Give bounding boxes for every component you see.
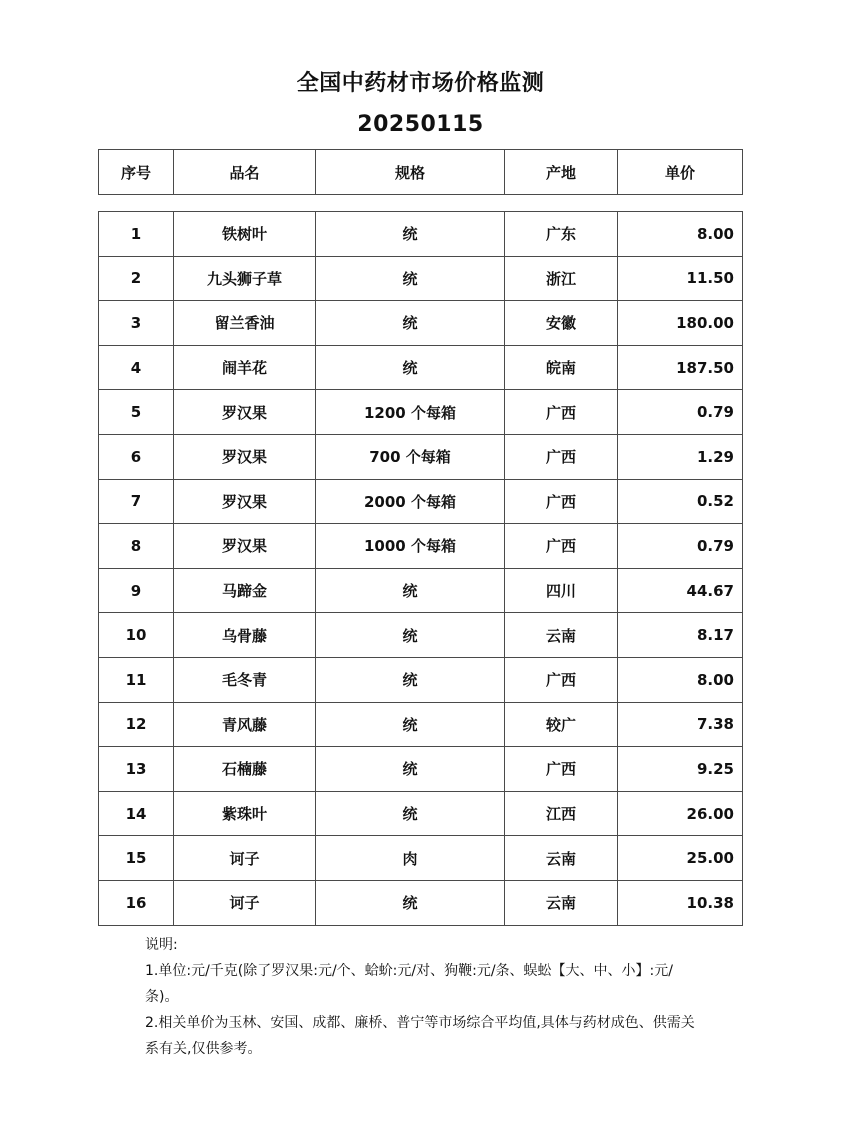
cell-spec: 统 (316, 880, 505, 925)
table-header (98, 149, 743, 195)
cell-spec: 1200 个每箱 (316, 390, 505, 435)
cell-index: 5 (99, 390, 174, 435)
cell-spec: 统 (316, 212, 505, 257)
cell-name: 罗汉果 (174, 390, 316, 435)
cell-price: 26.00 (618, 791, 743, 836)
cell-index: 14 (99, 791, 174, 836)
cell-origin: 广西 (505, 747, 618, 792)
header-name: 品名 (174, 150, 316, 195)
cell-index: 2 (99, 256, 174, 301)
table-row (99, 702, 743, 747)
price-table (98, 211, 743, 926)
header-spec: 规格 (316, 150, 505, 195)
table-row (99, 390, 743, 435)
table-row (99, 747, 743, 792)
cell-origin: 广西 (505, 390, 618, 435)
page-title: 全国中药材市场价格监测 (296, 71, 545, 96)
cell-price: 7.38 (618, 702, 743, 747)
header-origin: 产地 (505, 150, 618, 195)
table-row (99, 836, 743, 881)
cell-spec: 统 (316, 345, 505, 390)
cell-name: 诃子 (174, 836, 316, 881)
cell-spec: 肉 (316, 836, 505, 881)
cell-spec: 统 (316, 256, 505, 301)
cell-name: 罗汉果 (174, 434, 316, 479)
table-row (99, 256, 743, 301)
cell-name: 马蹄金 (174, 568, 316, 613)
cell-origin: 皖南 (505, 345, 618, 390)
notes-heading: 说明: (145, 937, 178, 953)
header-index: 序号 (99, 150, 174, 195)
cell-price: 8.00 (618, 657, 743, 702)
table-row (99, 301, 743, 346)
header-price: 单价 (618, 150, 743, 195)
cell-origin: 浙江 (505, 256, 618, 301)
cell-index: 11 (99, 657, 174, 702)
cell-index: 6 (99, 434, 174, 479)
cell-origin: 四川 (505, 568, 618, 613)
cell-origin: 安徽 (505, 301, 618, 346)
cell-origin: 云南 (505, 613, 618, 658)
cell-price: 0.79 (618, 390, 743, 435)
cell-spec: 统 (316, 613, 505, 658)
cell-index: 7 (99, 479, 174, 524)
notes (145, 932, 705, 1062)
cell-origin: 广东 (505, 212, 618, 257)
report-date: 20250115 (357, 112, 484, 137)
cell-name: 紫珠叶 (174, 791, 316, 836)
table-row (99, 613, 743, 658)
cell-spec: 700 个每箱 (316, 434, 505, 479)
table-row (99, 345, 743, 390)
cell-spec: 统 (316, 657, 505, 702)
cell-price: 187.50 (618, 345, 743, 390)
cell-name: 留兰香油 (174, 301, 316, 346)
table-row (99, 880, 743, 925)
cell-name: 青风藤 (174, 702, 316, 747)
cell-index: 8 (99, 524, 174, 569)
cell-spec: 2000 个每箱 (316, 479, 505, 524)
cell-name: 九头狮子草 (174, 256, 316, 301)
cell-origin: 江西 (505, 791, 618, 836)
cell-name: 铁树叶 (174, 212, 316, 257)
cell-spec: 统 (316, 568, 505, 613)
cell-price: 11.50 (618, 256, 743, 301)
cell-index: 3 (99, 301, 174, 346)
cell-spec: 统 (316, 702, 505, 747)
table-row (99, 524, 743, 569)
cell-index: 12 (99, 702, 174, 747)
cell-name: 罗汉果 (174, 479, 316, 524)
cell-origin: 广西 (505, 657, 618, 702)
table-row (99, 434, 743, 479)
cell-index: 16 (99, 880, 174, 925)
cell-price: 0.52 (618, 479, 743, 524)
cell-index: 4 (99, 345, 174, 390)
cell-name: 乌骨藤 (174, 613, 316, 658)
table-row (99, 212, 743, 257)
cell-price: 10.38 (618, 880, 743, 925)
cell-name: 毛冬青 (174, 657, 316, 702)
cell-origin: 广西 (505, 524, 618, 569)
cell-price: 8.17 (618, 613, 743, 658)
cell-origin: 云南 (505, 880, 618, 925)
cell-name: 闹羊花 (174, 345, 316, 390)
cell-price: 0.79 (618, 524, 743, 569)
cell-name: 诃子 (174, 880, 316, 925)
cell-name: 罗汉果 (174, 524, 316, 569)
cell-price: 9.25 (618, 747, 743, 792)
table-row (99, 479, 743, 524)
cell-name: 石楠藤 (174, 747, 316, 792)
cell-spec: 统 (316, 791, 505, 836)
cell-spec: 1000 个每箱 (316, 524, 505, 569)
cell-spec: 统 (316, 301, 505, 346)
table-row (99, 568, 743, 613)
cell-origin: 云南 (505, 836, 618, 881)
cell-index: 1 (99, 212, 174, 257)
cell-origin: 较广 (505, 702, 618, 747)
cell-origin: 广西 (505, 479, 618, 524)
cell-origin: 广西 (505, 434, 618, 479)
table-row (99, 657, 743, 702)
cell-price: 8.00 (618, 212, 743, 257)
cell-price: 1.29 (618, 434, 743, 479)
cell-index: 9 (99, 568, 174, 613)
cell-index: 10 (99, 613, 174, 658)
cell-price: 180.00 (618, 301, 743, 346)
table-row (99, 791, 743, 836)
cell-spec: 统 (316, 747, 505, 792)
notes-line-2: 2.相关单价为玉林、安国、成都、廉桥、普宁等市场综合平均值,具体与药材成色、供需关系有关,仅供参考。 (145, 1015, 695, 1057)
cell-price: 44.67 (618, 568, 743, 613)
notes-line-1: 1.单位:元/千克(除了罗汉果:元/个、蛤蚧:元/对、狗鞭:元/条、蜈蚣【大、中、小】:元/条)。 (145, 963, 673, 1005)
cell-price: 25.00 (618, 836, 743, 881)
cell-index: 13 (99, 747, 174, 792)
cell-index: 15 (99, 836, 174, 881)
